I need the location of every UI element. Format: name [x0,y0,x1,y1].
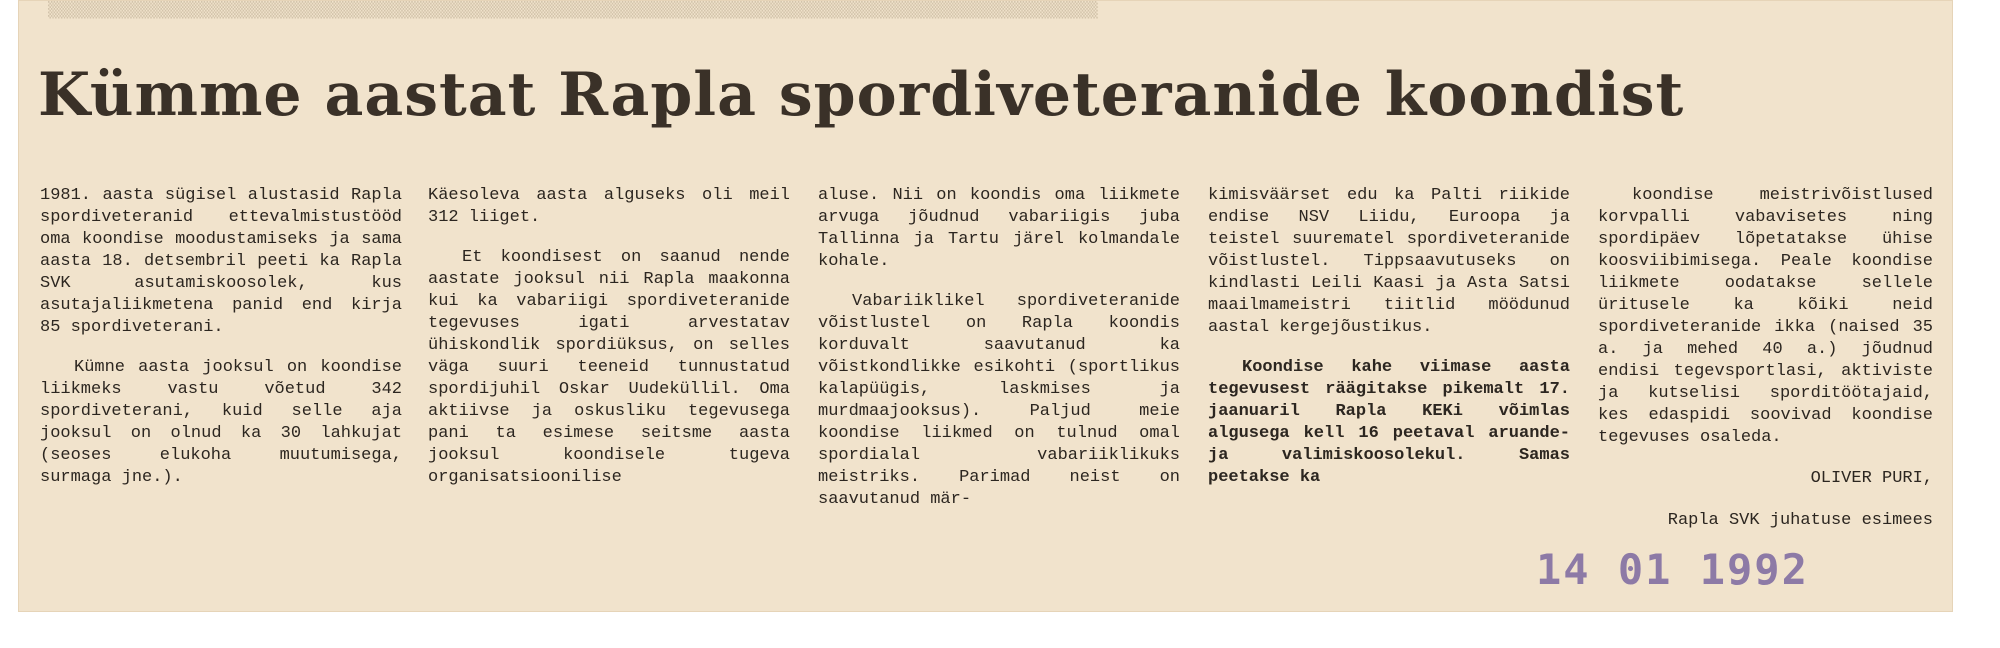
article-headline: Kümme aastat Rapla spordiveteranide koondist [38,60,1685,130]
date-stamp: 14 01 1992 [1536,545,1809,594]
paragraph: aluse. Nii on koondis oma liikmete arvuga jõudnud vabariigis juba Tallinna ja Tartu järel kolmandale kohale. [818,186,1180,271]
paragraph: koondise meistrivõistlused korvpalli vabavisetes ning spordipäev lõpetatakse ühise koosviibimisega. Peale koondise liikmete oodatakse sellele üritusele ka kõiki neid spordiveteranide ikka (naised 35 a. ja mehed 40 a.) jõudnud endisi tegevsportlasi, aktiviste ja kutselisi sporditöötajaid, kes edaspidi soovivad koondise tegevuses osaleda. [1598,186,1933,447]
paragraph: Koondise kahe viimase aasta tegevusest räägitakse pikemalt 17. jaanuaril Rapla KEKi võimlas algusega kell 16 peetaval aruande- ja valimiskoosolekul. Samas peetakse ka [1208,358,1570,487]
article-column-1 [40,185,402,507]
paragraph: kimisväärset edu ka Palti riikide endise NSV Liidu, Euroopa ja teistel suurematel spordiveteranide võistlustel. Tippsaavutuseks on kindlasti Leili Kaasi ja Asta Satsi maailmameistri tiitlid möödunud aastal kergejõustikus. [1208,186,1570,337]
article-column-4 [1208,185,1570,507]
article-column-5 [1598,185,1933,551]
paragraph: 1981. aasta sügisel alustasid Rapla spordiveteranid ettevalmistustööd oma koondise moodustamiseks ja sama aasta 18. detsembril peeti ka Rapla SVK asutamiskoosolek, kus asutajaliikmetena panid end kirja 85 spordiveterani. [40,186,402,337]
bleed-through-texture: ▒▒▒▒▒▒▒▒▒▒▒▒▒▒▒▒▒▒▒▒▒▒▒▒▒▒▒▒▒▒▒▒▒▒▒▒▒▒▒▒▒▒▒▒▒▒▒▒▒▒▒▒▒▒▒▒▒▒▒▒▒▒▒▒▒▒▒▒▒▒▒▒▒▒▒▒▒▒▒▒▒▒▒▒▒▒▒▒▒▒▒ [48,1,1098,19]
paragraph: Käesoleva aasta alguseks oli meil 312 liiget. [428,186,790,227]
paragraph: Et koondisest on saanud nende aastate jooksul nii Rapla maakonna kui ka vabariigi spordiveteranide tegevuses igati arvestatav ühiskondlik spordiüksus, on selles väga suuri teeneid tunnustatud spordijuhil Oskar Uudeküllil. Oma aktiivse ja oskusliku tegevusega pani ta esimese seitsme aasta jooksul koondisele tugeva organisatsioonilise [428,248,790,487]
author-title: Rapla SVK juhatuse esimees [1667,511,1933,530]
paragraph: Vabariiklikel spordiveteranide võistlustel on Rapla koondis korduvalt saavutanud ka võistkondlikke esikohti (sportlikus kalapüügis, laskmises ja murdmaajooksus). Paljud meie koondise liikmed on tulnud omal spordialal vabariiklikuks meistriks. Parimad neist on saavutanud mär- [818,292,1180,509]
article-column-2 [428,185,790,507]
paragraph: Kümne aasta jooksul on koondise liikmeks vastu võetud 342 spordiveterani, kuid selle aja jooksul on olnud ka 30 lahkujat (seoses elukoha muutumisega, surmaga jne.). [40,358,402,487]
author-name: OLIVER PURI, [1810,469,1933,488]
newspaper-clipping [18,0,1953,612]
article-column-3 [818,185,1180,529]
